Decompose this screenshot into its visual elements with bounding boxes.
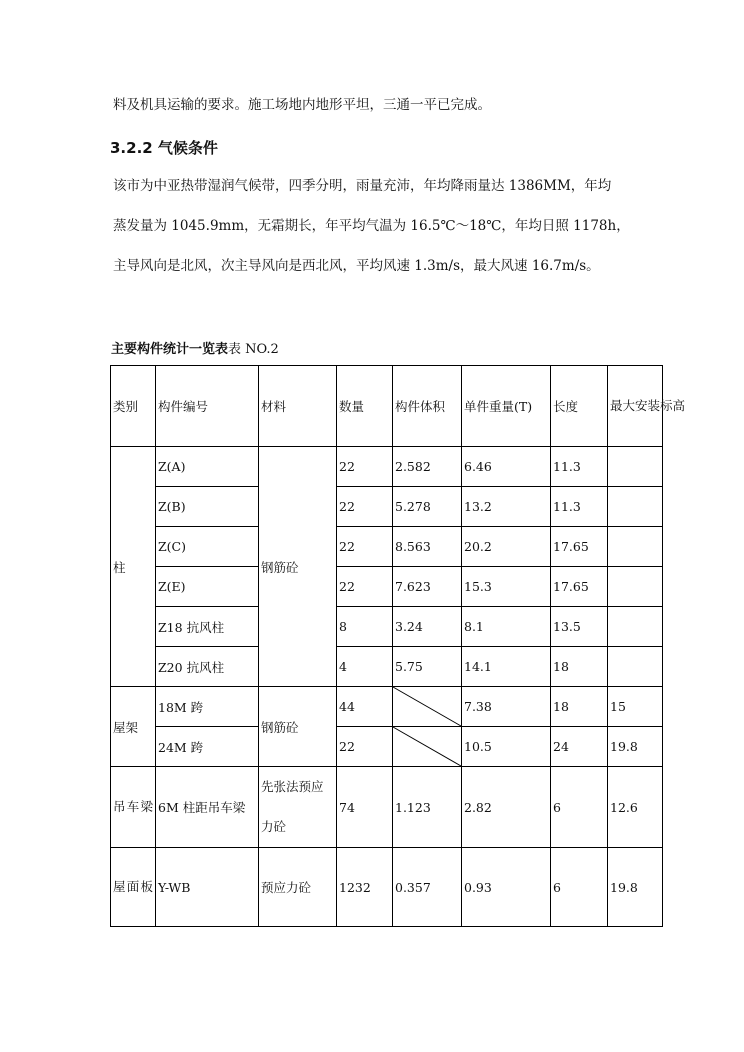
cell-material: 先张法预应力砼 (259, 767, 337, 848)
cell-height (608, 567, 663, 607)
category-crane-beam: 吊车梁 (111, 767, 156, 848)
cell-code: Z(A) (156, 447, 259, 487)
table-caption (111, 338, 279, 357)
header-max-height: 最大安装标高 (608, 366, 663, 447)
cell-length: 11.3 (551, 487, 608, 527)
cell-volume: 5.278 (393, 487, 462, 527)
cell-weight: 2.82 (462, 767, 551, 848)
cell-length: 17.65 (551, 527, 608, 567)
cell-weight: 7.38 (462, 687, 551, 727)
cell-weight: 13.2 (462, 487, 551, 527)
paragraph-site-conditions: 料及机具运输的要求。施工场地内地形平坦，三通一平已完成。 (113, 97, 491, 113)
category-roof-panel: 屋面板 (111, 848, 156, 927)
cell-code: 24M 跨 (156, 727, 259, 767)
table-caption-title: 主要构件统计一览表 (111, 342, 229, 357)
table-row (111, 767, 663, 848)
cell-qty: 4 (337, 647, 393, 687)
table-row (111, 487, 663, 527)
cell-weight: 15.3 (462, 567, 551, 607)
cell-length: 24 (551, 727, 608, 767)
cell-height: 19.8 (608, 848, 663, 927)
cell-qty: 1232 (337, 848, 393, 927)
cell-material: 预应力砼 (259, 848, 337, 927)
cell-qty: 22 (337, 527, 393, 567)
table-row (111, 527, 663, 567)
header-material: 材料 (259, 366, 337, 447)
cell-length: 18 (551, 647, 608, 687)
component-table (110, 365, 686, 927)
diagonal-line (393, 687, 461, 726)
cell-height: 15 (608, 687, 663, 727)
cell-volume: 5.75 (393, 647, 462, 687)
cell-code: 18M 跨 (156, 687, 259, 727)
cell-qty: 8 (337, 607, 393, 647)
cell-code: Z(E) (156, 567, 259, 607)
table-caption-number: 表 NO.2 (228, 342, 279, 357)
cell-qty: 22 (337, 487, 393, 527)
cell-length: 18 (551, 687, 608, 727)
cell-weight: 14.1 (462, 647, 551, 687)
table-header-row (111, 366, 663, 447)
cell-length: 17.65 (551, 567, 608, 607)
diagonal-line (393, 727, 461, 766)
cell-volume-empty-diagonal (393, 687, 462, 727)
cell-height (608, 607, 663, 647)
section-heading: 3.2.2 气候条件 (110, 139, 218, 157)
cell-code: Z(C) (156, 527, 259, 567)
table-row (111, 447, 663, 487)
header-quantity: 数量 (337, 366, 393, 447)
header-weight: 单件重量(T) (462, 366, 551, 447)
cell-height (608, 487, 663, 527)
cell-weight: 8.1 (462, 607, 551, 647)
cell-volume: 2.582 (393, 447, 462, 487)
table-row (111, 647, 663, 687)
cell-volume: 7.623 (393, 567, 462, 607)
category-truss: 屋架 (111, 687, 156, 767)
material-truss: 钢筋砼 (259, 687, 337, 767)
paragraph-climate-3: 主导风向是北风，次主导风向是西北风，平均风速 1.3m/s，最大风速 16.7m/s。 (113, 258, 600, 274)
table-row (111, 848, 663, 927)
cell-length: 6 (551, 848, 608, 927)
cell-qty: 22 (337, 447, 393, 487)
cell-qty: 74 (337, 767, 393, 848)
header-volume: 构件体积 (393, 366, 462, 447)
cell-volume: 3.24 (393, 607, 462, 647)
header-length: 长度 (551, 366, 608, 447)
cell-length: 13.5 (551, 607, 608, 647)
cell-code: Z18 抗风柱 (156, 607, 259, 647)
cell-height: 12.6 (608, 767, 663, 848)
cell-height (608, 527, 663, 567)
cell-qty: 22 (337, 727, 393, 767)
cell-height: 19.8 (608, 727, 663, 767)
cell-code: Z20 抗风柱 (156, 647, 259, 687)
cell-weight: 20.2 (462, 527, 551, 567)
header-category: 类别 (111, 366, 156, 447)
category-column: 柱 (111, 447, 156, 687)
cell-weight: 6.46 (462, 447, 551, 487)
header-code: 构件编号 (156, 366, 259, 447)
table-row (111, 607, 663, 647)
cell-volume: 8.563 (393, 527, 462, 567)
table-row (111, 727, 663, 767)
cell-qty: 22 (337, 567, 393, 607)
cell-volume: 0.357 (393, 848, 462, 927)
cell-height (608, 447, 663, 487)
cell-length: 11.3 (551, 447, 608, 487)
material-column: 钢筋砼 (259, 447, 337, 687)
cell-height (608, 647, 663, 687)
cell-volume-empty-diagonal (393, 727, 462, 767)
cell-code: Y-WB (156, 848, 259, 927)
cell-length: 6 (551, 767, 608, 848)
table-row (111, 687, 663, 727)
cell-weight: 10.5 (462, 727, 551, 767)
paragraph-climate-2: 蒸发量为 1045.9mm，无霜期长，年平均气温为 16.5℃～18℃，年均日照 1178h， (113, 218, 630, 234)
cell-weight: 0.93 (462, 848, 551, 927)
cell-volume: 1.123 (393, 767, 462, 848)
cell-code: Z(B) (156, 487, 259, 527)
cell-qty: 44 (337, 687, 393, 727)
cell-code: 6M 柱距吊车梁 (156, 767, 259, 848)
table-row (111, 567, 663, 607)
paragraph-climate-1: 该市为中亚热带湿润气候带，四季分明，雨量充沛，年均降雨量达 1386MM，年均 (113, 178, 612, 194)
